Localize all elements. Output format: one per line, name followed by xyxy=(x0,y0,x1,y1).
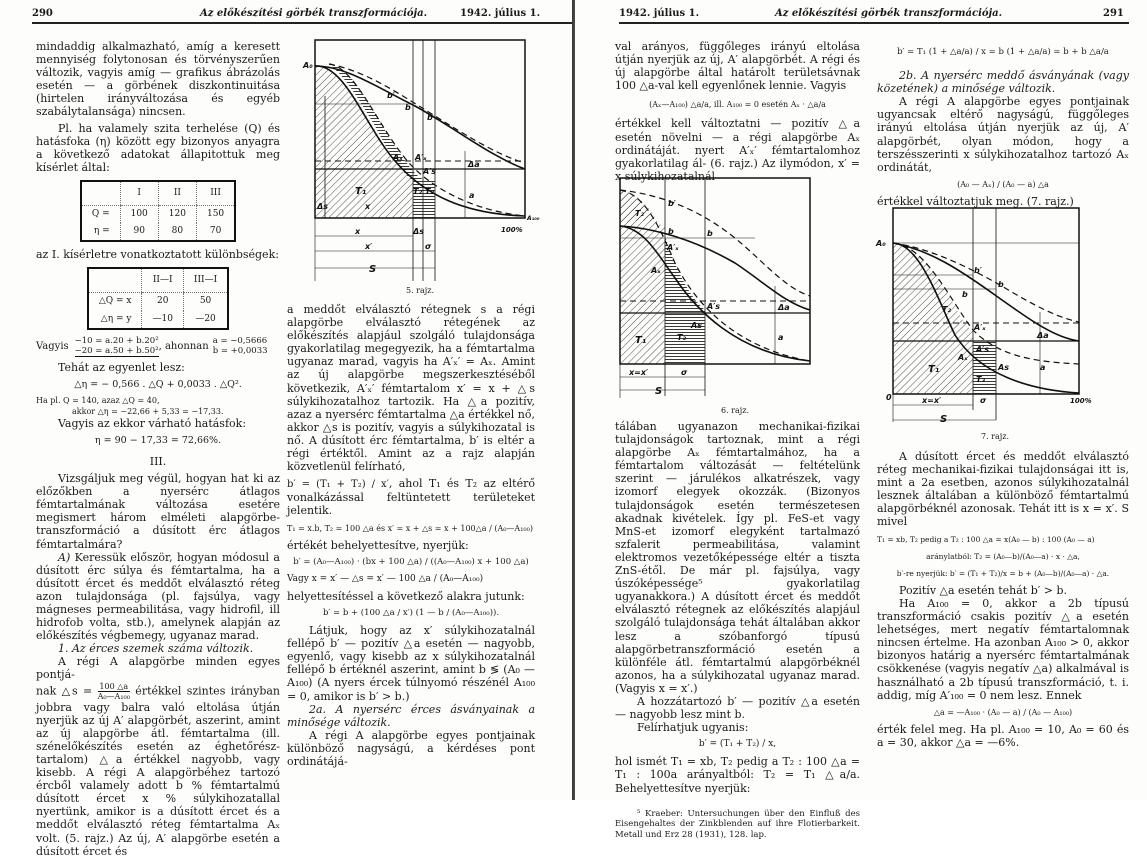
label-b-prime: b′ xyxy=(387,91,395,100)
left-running-title: Az előkészítési görbék transzformációja. xyxy=(200,8,428,19)
left-col-2 xyxy=(287,303,535,768)
label-x-equals-xprime: x=x′ xyxy=(629,368,649,377)
table-cell: 150 xyxy=(196,206,235,224)
label-S: S xyxy=(369,264,377,275)
area-T3 xyxy=(665,236,705,364)
equation: b′ = (A₀—A₁₀₀) · (bx + 100 △a) / ((A₀—A₁₀₀) x + 100 △a) xyxy=(293,556,529,567)
paragraph: mindaddig alkalmazható, amíg a keresett mennyiség folytonosan és törvényszerűen változik, vagyis amíg — grafikus ábrázolás esetén — a görbének diszkontinuitása (hirtelen irányváltozása és egyéb szabálytalansága) nincsen. xyxy=(36,40,280,119)
equation: b′-re nyerjük: b′ = (T₁ + T₂)/x = b + (A₀—b)/(A₀—a) · △a. xyxy=(896,568,1110,578)
paragraph: A régi A alapgörbe egyes pontjainak különböző nagyságú, a kérdéses pont ordinátájá- xyxy=(287,728,535,768)
subheading: 1. Az érces szemek száma változik. xyxy=(58,642,254,656)
paragraph: helyettesítéssel a következő alakra jutunk: xyxy=(287,589,525,603)
paragraph: Vizsgáljuk meg végül, hogyan hat ki az előzőkben a nyersérc átlagos fémtartalmának változása esetére megismert három elméleti alapgörbe-transzformáció a dúsított érc átlagos fémtartalmára? xyxy=(36,472,280,551)
label-b: b xyxy=(405,103,411,112)
label-xprime-dim: x′ xyxy=(365,242,373,251)
equation: △a = —A₁₀₀ · (A₀ — a) / (A₀ — A₁₀₀) xyxy=(933,707,1073,717)
label-delta-a: Δa xyxy=(1037,331,1049,340)
equation: b′ = (T₁ + T₂) / x′ xyxy=(287,479,389,491)
equation-pair xyxy=(75,336,159,357)
label-x: x xyxy=(365,202,371,211)
label-As: As xyxy=(691,321,702,330)
equation: b = +0,0033 xyxy=(212,346,268,357)
paragraph: hol ismét T₁ = xb, T₂ pedig a T₂ : 100 △a = T₁ : 100a arányaltból: T₂ = T₁ △a/a. Behelyettesítve nyerjük: xyxy=(615,755,860,795)
right-col-1 xyxy=(615,40,860,183)
experiment-table xyxy=(80,180,236,242)
figure-7 xyxy=(870,200,1130,425)
label: Vagyis xyxy=(36,340,69,352)
equation: b′ = b + (100 △a / x′) (1 — b / (A₀—A₁₀₀)). xyxy=(322,607,500,618)
table-header: II—I xyxy=(142,268,183,293)
label-T2: T₂ xyxy=(413,187,422,196)
label-S: S xyxy=(940,414,948,425)
paragraph: Látjuk, hogy az x′ súlykihozatalnál fellépő b′ — pozitív △a esetén — nagyobb, egyenlő, vagy kisebb az x súlykihozatalnál fellépő b értéknél aszerint, amint b ≶ (A₀ — A₁₀₀) (A nyers ércek túlnyomó részénél A₁₀₀ = 0, amikor is b′ > b.) xyxy=(287,624,535,703)
paragraph: az I. kísérletre vonatkoztatott különbségek: xyxy=(36,248,279,262)
label-delta-a: Δa xyxy=(778,303,790,312)
table-cell: —10 xyxy=(142,311,183,329)
table-cell: Q = xyxy=(91,209,110,220)
left-page-number: 290 xyxy=(32,8,53,19)
right-page-number: 291 xyxy=(1103,8,1124,19)
equation: Ha pl. Q = 140, azaz △Q = 40, xyxy=(36,395,160,405)
left-col-1 xyxy=(36,40,280,858)
table-cell: 120 xyxy=(158,206,196,224)
label-Ax-prime: A′ₓ xyxy=(974,323,986,332)
table-row xyxy=(81,223,235,241)
paragraph xyxy=(36,551,280,643)
paragraph: Pl. ha valamely szita terhelése (Q) és hatásfoka (η) között egy bizonyos anyagra a következő adatokat állapitottuk meg kísérlet által: xyxy=(36,121,280,174)
label-As-prime: A′s xyxy=(707,302,721,311)
table-cell: △Q = x xyxy=(98,296,132,307)
label-a: a xyxy=(469,191,475,200)
paragraph: Ha A₁₀₀ = 0, akkor a 2b típusú transzformáció csakis pozitív △a esetén lehetséges, mert negatív fémtartalomnak nincsen értelme. Ha azonban A₁₀₀ > 0, akkor bizonyos határig a nyersérc fémtartalmának csökkenése (vagyis negatív △a) alkalmával is használható a 2b típusú transzformáció, t. i. addig, míg A′₁₀₀ = 0 nem lesz. Ennek xyxy=(877,596,1129,702)
right-col-1-lower xyxy=(615,420,860,840)
figure-7-caption: 7. rajz. xyxy=(980,432,1009,441)
equation-system xyxy=(36,336,280,357)
table-row xyxy=(88,293,228,311)
header-rule xyxy=(619,22,1129,24)
label-x-dim: x xyxy=(355,227,361,236)
section-heading: III. xyxy=(149,454,167,468)
right-running-title: Az előkészítési görbék transzformációja. xyxy=(775,8,1003,19)
equation: akkor △η = −22,66 + 5,33 = −17,33. xyxy=(72,406,224,416)
label-b: b xyxy=(668,227,674,236)
text: nak △s = xyxy=(36,684,98,698)
paragraph: val arányos, függőleges irányú eltolása útján nyerjük az új, A′ alapgörbét. A régi és új alapgörbe által határolt területsávnak 100 △a-val kell egyenlőnek lennie. Vagyis xyxy=(615,40,860,93)
denominator: A₀—A₁₀₀ xyxy=(97,691,130,701)
figure-5 xyxy=(303,36,540,286)
paragraph xyxy=(36,682,280,858)
table-cell: η = xyxy=(93,226,110,237)
table-cell: △η = y xyxy=(100,313,132,324)
label-b: b xyxy=(998,280,1004,289)
paragraph: Felírhatjuk ugyanis: xyxy=(637,721,749,735)
label-origin: 0 xyxy=(886,393,892,402)
figure-6-caption: 6. rajz. xyxy=(720,406,749,415)
table-cell: 80 xyxy=(158,223,196,241)
table-header: III xyxy=(196,181,235,206)
paragraph: a meddőt elválasztó rétegnek s a régi alapgörbe elválasztó rétegének az előkészítés alapjául szolgáló tulajdonsága gyakorlatilag megegyezik, ha a fémtartalma ugyanaz marad, vagyis ha A′ₓ′ = Aₓ. Amint az új alapgörbe megszerkesztéséből következik, A′ₓ′ fémtartalom x′ = x + △s súlykihozatalhoz tartozik. Ha △a pozitív, azaz a nyersérc fémtartalma △a értékkel nő, akkor △s is pozitív, vagyis a súlykihozatal is nő. A dúsított érc fémtartalma, b′ is eltér a régi értéktől. Amint az a rajz alapján közvetlenül felírható, xyxy=(287,303,535,474)
right-col-2 xyxy=(877,40,1129,208)
right-header-date: 1942. július 1. xyxy=(619,8,700,19)
text: Keressük először, hogyan módosul a dúsított érc súlya és fémtartalma, ha a dúsított ércet és meddőt elválasztó réteg azon tulajdonsága (pl. fajsúlya, vagy mágneses permeabilitása, vagy hidrofil, ill hidrofob volta, stb.), amelynek alapján az előkészítés végbemegy, ugyanaz marad. xyxy=(36,550,280,643)
label-As: As xyxy=(998,363,1009,372)
label-Ax-prime: A′ₓ xyxy=(415,153,427,162)
paragraph xyxy=(287,477,535,517)
label-As-prime: A′s xyxy=(976,345,990,354)
equation: b′ = T₁ (1 + △a/a) / x = b (1 + △a/a) = b + b △a/a xyxy=(897,47,1109,57)
paragraph: A régi A alapgörbe egyes pontjainak ugyancsak eltérő nagyságú, függőleges irányú eltolása útján nyerjük az új, A′ alapgörbét, olyan módon, hogy a terszésszerinti x súlykihozatalhoz tartozó Aₓ ordinátát, xyxy=(877,95,1129,174)
equation: −10 = a.20 + b.20² xyxy=(74,335,159,346)
subheading: 2a. A nyersérc érces ásványainak a minősége változik. xyxy=(287,702,535,729)
fraction xyxy=(98,682,130,701)
equation: Vagy x = x′ — △s = x′ — 100 △a / (A₀—A₁₀₀) xyxy=(287,573,484,584)
label-delta-a: Δa xyxy=(468,160,480,169)
right-page xyxy=(575,0,1147,840)
header-rule xyxy=(32,22,572,24)
table-header xyxy=(88,268,142,293)
label-T1: T₁ xyxy=(928,364,940,375)
label-A0: A₀ xyxy=(876,239,886,248)
table-header: I xyxy=(120,181,158,206)
text: , ahol T₁ és T₂ az eltérő vonalkázással feltüntetett területeket jelentik. xyxy=(287,477,535,518)
label-sigma: σ xyxy=(980,396,987,405)
paragraph: értékkel kell változtatni — pozitív △a esetén növelni — a régi alapgörbe Aₓ ordinátáját. nyert A′ₓ′ fémtartalomhoz gyakorlatilag ál- (6. rajz.) Az ilymódon, x′ = x súlykihozatalnál xyxy=(615,117,860,183)
paragraph: Pozitív △a esetén tehát b′ > b. xyxy=(899,583,1068,597)
label-T1: T₁ xyxy=(355,186,367,197)
equation: aránylatból: T₂ = (A₀—b)/(A₀—a) · x · △a, xyxy=(926,551,1080,561)
solution xyxy=(213,336,268,356)
table-header xyxy=(81,181,120,206)
paragraph: Vagyis az ekkor várható hatásfok: xyxy=(58,416,247,430)
label-Ax: Aₓ xyxy=(651,266,661,275)
subheading: 2b. A nyersérc meddő ásványának (vagy közetének) a minősége változik. xyxy=(877,69,1129,96)
label-T2: T₂ xyxy=(635,209,644,218)
numerator: 100 △a xyxy=(99,681,129,691)
label-T2: T₂ xyxy=(942,305,951,314)
area-T2b xyxy=(423,179,435,218)
label-b: b xyxy=(427,113,433,122)
label-S: S xyxy=(655,386,663,397)
left-header-date: 1942. július 1. xyxy=(460,8,541,19)
label-a: a xyxy=(778,333,784,342)
equation: T₁ = xb, T₂ pedig a T₂ : 100 △a = x(A₀ — b) : 100 (A₀ — a) xyxy=(877,534,1095,544)
example-text xyxy=(36,395,280,417)
label-A0: A₀ xyxy=(303,61,313,70)
figure-6 xyxy=(615,178,855,403)
table-cell: 20 xyxy=(142,293,183,311)
table-cell: —20 xyxy=(183,311,228,329)
label-100pct: 100% xyxy=(501,226,523,234)
paragraph: A dúsított ércet és meddőt elválasztó réteg mechanikai-fizikai tulajdonságai itt is, mint a 2a esetben, azonos súlykihozatalnál lesznek általában a különböző fémtartalmú alapgörbéknél azonosak. Tehát itt is x = x′. S mivel xyxy=(877,450,1129,529)
paragraph: értékét behelyettesítve, nyerjük: xyxy=(287,538,469,552)
equation: −20 = a.50 + b.50² xyxy=(74,345,159,356)
label-b-prime: b′ xyxy=(974,266,982,275)
equation: △η = − 0,566 . △Q + 0,0033 . △Q². xyxy=(74,378,242,390)
paragraph: tálában ugyanazon mechanikai-fizikai tulajdonságok tartoznak, mint a régi alapgörbe Aₓ fémtartalmához, ha a fémtartalom változását — feltételünk szerint — járulékos alkatrészek, vagy izomorf elegyek okozzák. (Bizonyos tulajdonságok esetén természetesen akadnak kivételek. Így pl. FeS-et vagy MnS-et izomorf elegyként tartalmazó szfalerit permeabilitása, valamint elektromos vezetőképessége eltér a tiszta ZnS-étől. De már pl. fajsúlya, vagy úszóképessége⁵ gyakorlatilag ugyanakkora.) A dúsított ércet és meddőt elválasztó rétegnek az előkészítés alapjául szolgáló tulajdonsága tehát általában akkor lesz a szóbanforgó típusú alapgörbetranszformáció esetén a különféle átl. fémtartalmú alapgörbéknél azonos, ha a súlykihozatal ugyanaz marad. (Vagyis x = x′.) xyxy=(615,420,860,695)
table-cell: 90 xyxy=(120,223,158,241)
label-b: b xyxy=(707,229,713,238)
label-x-equals-xprime: x=x′ xyxy=(922,396,942,405)
right-col-2-lower xyxy=(877,450,1129,749)
table-header: III—I xyxy=(183,268,228,293)
label-T3: T₃ xyxy=(677,333,686,342)
label-Ax-prime: A′ₓ xyxy=(667,243,679,252)
label: , ahonnan xyxy=(158,340,209,352)
label-b-prime: b′ xyxy=(668,199,676,208)
label-As: A′s xyxy=(423,167,437,176)
equation: (A₀ — Aₓ) / (A₀ — a) △a xyxy=(957,179,1049,189)
equation: (Aₓ—A₁₀₀) △a/a, ill. A₁₀₀ = 0 esetén Aₓ · △a/a xyxy=(649,100,826,110)
paragraph: Tehát az egyenlet lesz: xyxy=(58,360,185,374)
difference-table xyxy=(87,267,229,329)
label-T3: T₃ xyxy=(976,375,985,384)
table-header: II xyxy=(158,181,196,206)
label-100pct: 100% xyxy=(1070,397,1092,405)
footnote: ⁵ Kraeber: Untersuchungen über den Einfluß des Eisengehaltes der Zinkblenden auf ihre Flotierbarkeit. Metall und Erz 28 (1931), 128. lap. xyxy=(615,808,860,840)
label-ds-dim: Δs xyxy=(413,227,424,236)
label-sigma: σ xyxy=(681,368,688,377)
text: értékkel szintes irányban jobbra vagy balra való eltolása útján nyerjük az új A′ alapgörbét, aszerint, amint az új alapgörbe átl. fémtartalma (ill. szénelőkészítés esetén az éghetőrész-tartalom) △a értékkel nagyobb, vagy kisebb. A régi A alapgörbéhez tartozó ércből valamely adott b % fémtartalmú dúsított ércet x % súlykihozatallal nyertünk, amikor is a dúsított ércet és a meddőt elválasztó réteg fémtartalma Aₓ volt. (5. rajz.) Az új, A′ alapgörbe esetén a dúsított ércet és xyxy=(36,684,281,858)
equation: η = 90 − 17,33 = 72,66%. xyxy=(94,434,222,446)
label-Ax: Aₓ xyxy=(958,353,968,362)
equation: b′ = (T₁ + T₂) / x, xyxy=(698,739,777,750)
label-Ax: Aₓ xyxy=(393,153,403,162)
paragraph: értékkel változtatjuk meg. (7. rajz.) xyxy=(877,194,1074,208)
label-delta-s: Δs xyxy=(317,202,328,211)
label-T2b: T₂ xyxy=(425,187,434,196)
table-cell: 50 xyxy=(183,293,228,311)
table-cell: 70 xyxy=(196,223,235,241)
label-A100: A₁₀₀ xyxy=(527,215,540,222)
equation: T₁ = x.b, T₂ = 100 △a és x′ = x + △s = x + 100△a / (A₀—A₁₀₀) xyxy=(287,523,533,533)
table-row xyxy=(81,206,235,224)
label-a: a xyxy=(1040,363,1046,372)
figure-5-caption: 5. rajz. xyxy=(405,286,434,295)
equation: a = −0,5666 xyxy=(212,336,268,347)
table-cell: 100 xyxy=(120,206,158,224)
paragraph: A hozzátartozó b′ — pozitív △a esetén — nagyobb lesz mint b. xyxy=(615,694,860,722)
label-T1: T₁ xyxy=(635,335,647,346)
label-b: b xyxy=(962,290,968,299)
label: A) xyxy=(58,550,71,564)
label-sigma: σ xyxy=(425,242,432,251)
paragraph: A régi A alapgörbe minden egyes pontjá- xyxy=(36,655,280,682)
paragraph: érték felel meg. Ha pl. A₁₀₀ = 10, A₀ = 60 és a = 30, akkor △a = —6%. xyxy=(877,722,1129,749)
table-row xyxy=(88,311,228,329)
